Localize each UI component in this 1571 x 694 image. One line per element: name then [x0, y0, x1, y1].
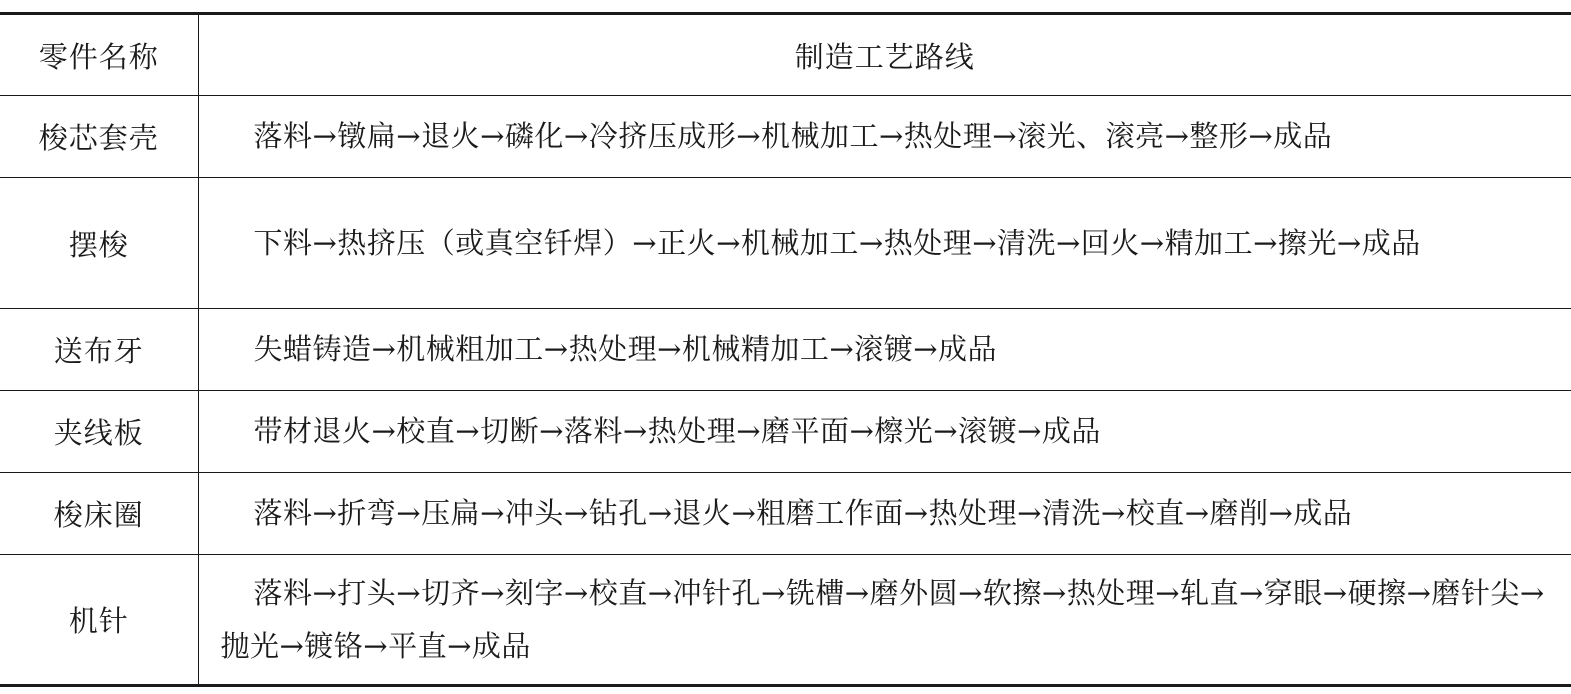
part-name-cell: 梭芯套壳 [0, 96, 198, 178]
table-row [0, 96, 1571, 178]
part-name-cell: 夹线板 [0, 391, 198, 473]
part-name-cell: 送布牙 [0, 309, 198, 391]
table-row [0, 473, 1571, 555]
table-row [0, 178, 1571, 309]
process-route-table [0, 12, 1571, 687]
process-route-cell: 落料→镦扁→退火→磷化→冷挤压成形→机械加工→热处理→滚光、滚亮→整形→成品 [198, 96, 1571, 178]
part-name-cell: 机针 [0, 555, 198, 686]
process-route-cell: 下料→热挤压（或真空钎焊）→正火→机械加工→热处理→清洗→回火→精加工→擦光→成品 [198, 178, 1571, 309]
table-header-row [0, 14, 1571, 96]
table-row [0, 391, 1571, 473]
table-row [0, 555, 1571, 686]
process-route-cell: 带材退火→校直→切断→落料→热处理→磨平面→檫光→滚镀→成品 [198, 391, 1571, 473]
process-route-cell: 落料→打头→切齐→刻字→校直→冲针孔→铣槽→磨外圆→软擦→热处理→轧直→穿眼→硬擦→磨针尖→抛光→镀铬→平直→成品 [198, 555, 1571, 686]
process-route-cell: 落料→折弯→压扁→冲头→钻孔→退火→粗磨工作面→热处理→清洗→校直→磨削→成品 [198, 473, 1571, 555]
part-name-cell: 摆梭 [0, 178, 198, 309]
part-name-cell: 梭床圈 [0, 473, 198, 555]
process-route-cell: 失蜡铸造→机械粗加工→热处理→机械精加工→滚镀→成品 [198, 309, 1571, 391]
table-row [0, 309, 1571, 391]
header-process-route: 制造工艺路线 [198, 14, 1571, 96]
header-part-name: 零件名称 [0, 14, 198, 96]
